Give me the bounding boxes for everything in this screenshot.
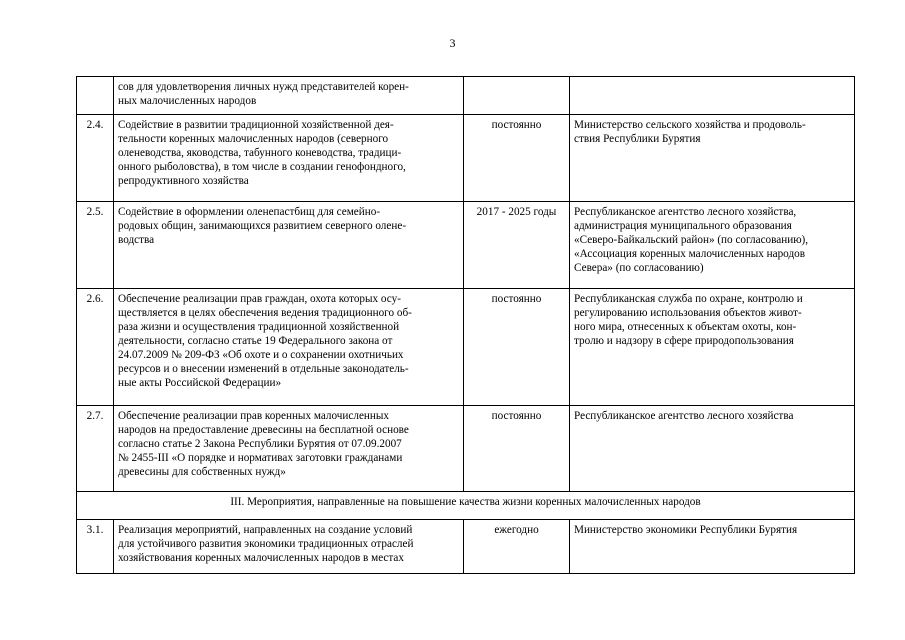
page-number: 3 <box>449 36 456 50</box>
measure-term <box>464 77 570 115</box>
measure-description: Реализация мероприятий, направленных на создание условий для устойчивого развития экономики традиционных отраслей хозяйствования коренных малочисленных народов в местах <box>114 520 464 574</box>
measure-executor: Республиканское агентство лесного хозяйства <box>570 406 855 492</box>
table-row <box>77 289 855 406</box>
table-row <box>77 202 855 289</box>
measure-term: постоянно <box>464 115 570 202</box>
table-row <box>77 115 855 202</box>
row-number: 2.5. <box>77 202 114 289</box>
measure-term: 2017 - 2025 годы <box>464 202 570 289</box>
measure-description: Содействие в оформлении оленепастбищ для семейно- родовых общин, занимающихся развитием северного олене- водства <box>114 202 464 289</box>
table-row <box>77 520 855 574</box>
row-number: 3.1. <box>77 520 114 574</box>
measure-executor: Республиканское агентство лесного хозяйства, администрация муниципального образования «Северо-Байкальский район» (по согласованию), «Ассоциация коренных малочисленных народов Севера» (по согласованию) <box>570 202 855 289</box>
measure-term: постоянно <box>464 406 570 492</box>
section-heading-row <box>77 492 855 520</box>
row-number: 2.4. <box>77 115 114 202</box>
table-row <box>77 77 855 115</box>
measure-term: постоянно <box>464 289 570 406</box>
row-number: 2.6. <box>77 289 114 406</box>
measure-description: Обеспечение реализации прав граждан, охота которых осу- ществляется в целях обеспечения ведения традиционного об- раза жизни и осуществления традиционной хозяйственной деятельности, согласно статье 19 Федерального закона от 24.07.2009 № 209-ФЗ «Об охоте и о сохранении охотничьих ресурсов и о внесении изменений в отдельные законодатель- ные акты Российской Федерации» <box>114 289 464 406</box>
measure-description: Содействие в развитии традиционной хозяйственной дея- тельности коренных малочисленных народов (северного оленеводства, яководства, табунного коневодства, традици- онного рыболовства), в том числе в создании генофондного, репродуктивного хозяйства <box>114 115 464 202</box>
measures-table <box>76 76 855 574</box>
measure-executor: Министерство сельского хозяйства и продоволь- ствия Республики Бурятия <box>570 115 855 202</box>
row-number: 2.7. <box>77 406 114 492</box>
row-number <box>77 77 114 115</box>
section-heading: III. Мероприятия, направленные на повышение качества жизни коренных малочисленных народов <box>77 492 855 520</box>
table-row <box>77 406 855 492</box>
measure-executor: Министерство экономики Республики Бурятия <box>570 520 855 574</box>
measure-executor <box>570 77 855 115</box>
measure-description: Обеспечение реализации прав коренных малочисленных народов на предоставление древесины на бесплатной основе согласно статье 2 Закона Республики Бурятия от 07.09.2007 № 2455-III «О порядке и нормативах заготовки гражданами древесины для собственных нужд» <box>114 406 464 492</box>
measure-executor: Республиканская служба по охране, контролю и регулированию использования объектов живот- ного мира, отнесенных к объектам охоты, кон- тролю и надзору в сфере природопользования <box>570 289 855 406</box>
measure-description: сов для удовлетворения личных нужд представителей корен- ных малочисленных народов <box>114 77 464 115</box>
measure-term: ежегодно <box>464 520 570 574</box>
